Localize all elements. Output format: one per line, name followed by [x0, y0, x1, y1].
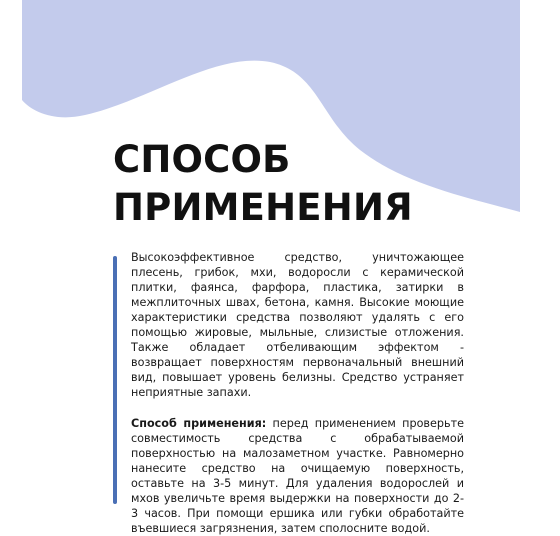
- usage-paragraph: [131, 416, 464, 536]
- accent-bar: [113, 256, 117, 504]
- description-paragraph: Высокоэффективное средство, уничтожающее плесень, грибок, мхи, водоросли с керамической плитки, фаянса, фарфора, пластика, затирки в межплиточных швах, бетона, камня. Высокие моющие характеристики средства позволяют удалять с его помощью жировые, мыльные, слизистые отложения. Также обладает отбеливающим эффектом - возвращает поверхностям первоначальный внешний вид, повышает уровень белизны. Средство устраняет неприятные запахи.: [131, 251, 464, 399]
- usage-label: Способ применения:: [131, 417, 267, 430]
- page-title-line-1: СПОСОБ: [113, 138, 291, 181]
- body-text: [131, 250, 464, 536]
- page-title-line-2: ПРИМЕНЕНИЯ: [113, 186, 413, 229]
- usage-text: перед применением проверьте совместимость средства с обрабатываемой поверхностью на малозаметном участке. Равномерно нанесите средство на очищаемую поверхность, оставьте на 3-5 минут. Для удаления водорослей и мхов увеличьте время выдержки на поверхности до 2-3 часов. При помощи ершика или губки обработайте въевшиеся загрязнения, затем сполосните водой.: [131, 417, 464, 535]
- page-title: [113, 136, 413, 232]
